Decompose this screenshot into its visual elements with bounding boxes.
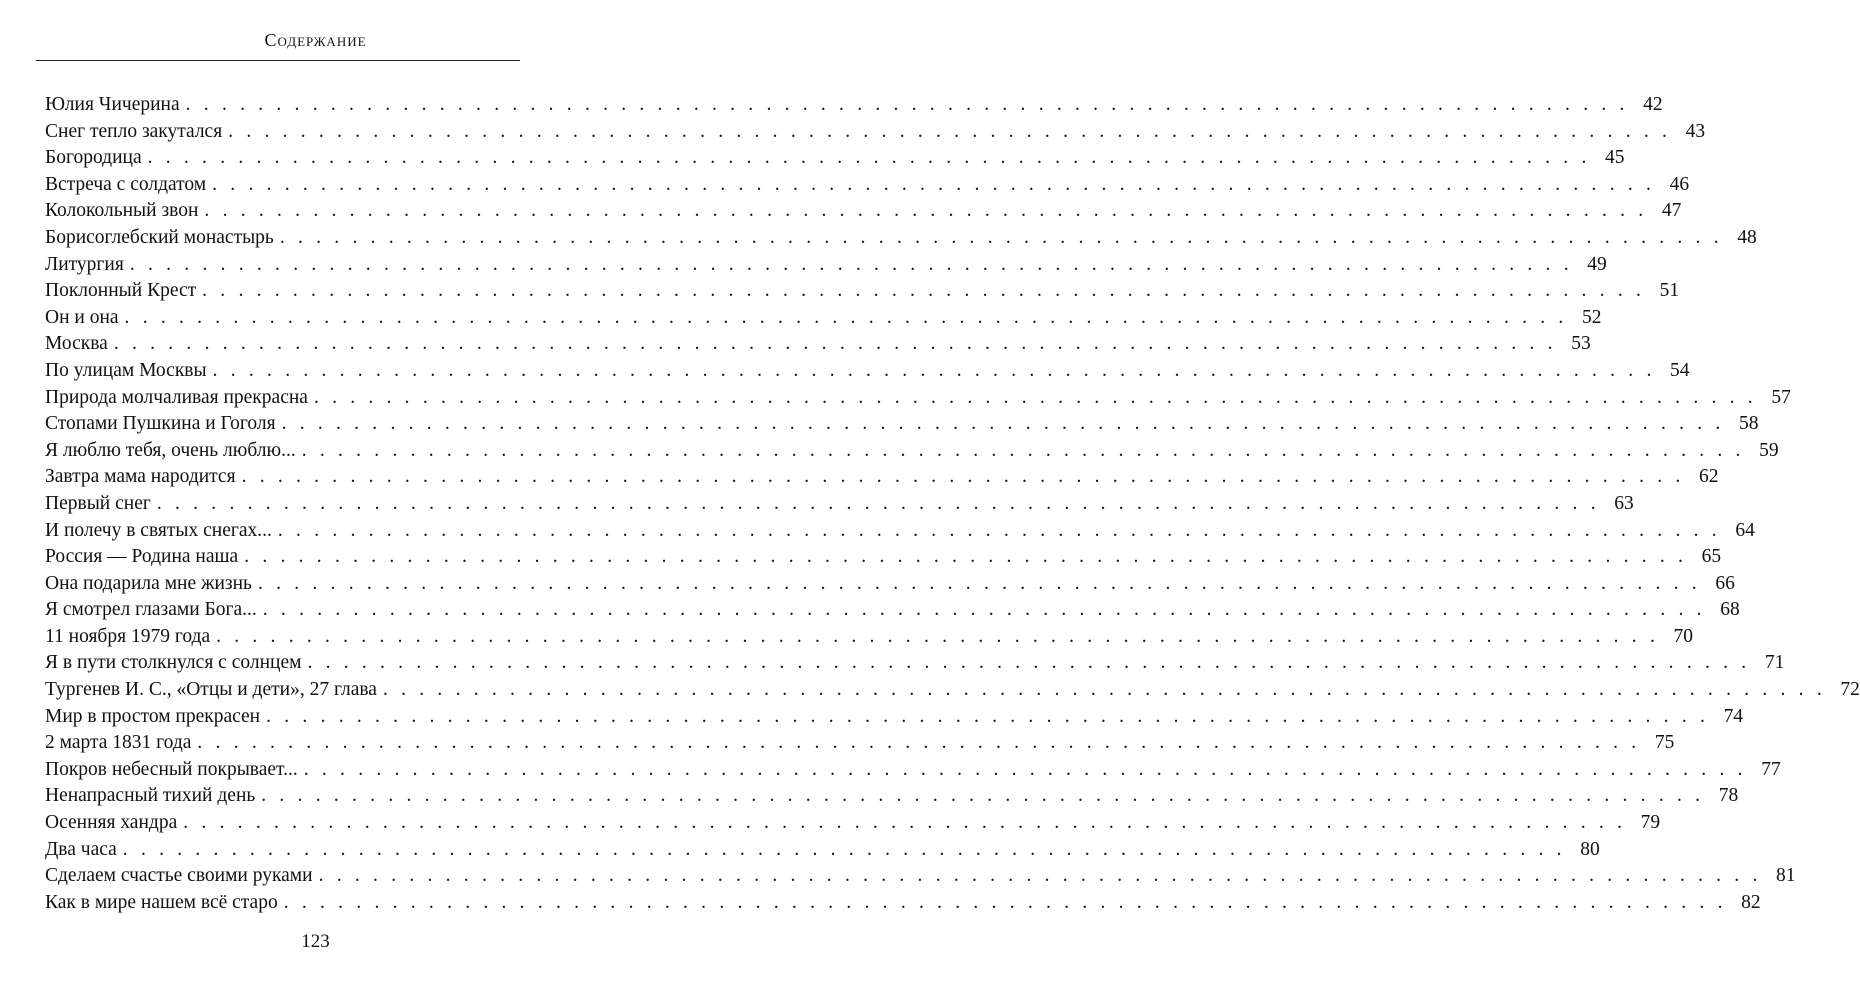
header-rule (36, 60, 520, 61)
toc-entry (45, 652, 1785, 679)
toc-dot-leader: . . . . . . . . . . . . . . . . . . . . . . . . . . . . . . . . . . . . . . . . . . . . . . . . . . . . . . . . . . . . . . . . . . . . . . . . . . . . . . . . (122, 838, 1566, 860)
toc-entry-title: Стопами Пушкина и Гоголя (45, 413, 276, 435)
toc-dot-leader: . . . . . . . . . . . . . . . . . . . . . . . . . . . . . . . . . . . . . . . . . . . . . . . . . . . . . . . . . . . . . . . . . . . . . . . . . . . . . . . . (307, 652, 1751, 674)
toc-dot-leader: . . . . . . . . . . . . . . . . . . . . . . . . . . . . . . . . . . . . . . . . . . . . . . . . . . . . . . . . . . . . . . . . . . . . . . . . . . . . . . . . (183, 812, 1627, 834)
toc-entry-title: Колокольный звон (45, 200, 199, 222)
toc-entry (45, 812, 1661, 839)
toc-dot-leader: . . . . . . . . . . . . . . . . . . . . . . . . . . . . . . . . . . . . . . . . . . . . . . . . . . . . . . . . . . . . . . . . . . . . . . . . . . . . . . . . (197, 732, 1641, 754)
toc-entry-title: Мир в простом прекрасен (45, 705, 261, 727)
toc-entry-title: Я смотрел глазами Бога... (45, 599, 257, 621)
toc-dot-leader: . . . . . . . . . . . . . . . . . . . . . . . . . . . . . . . . . . . . . . . . . . . . . . . . . . . . . . . . . . . . . . . . . . . . . . . . . . . . . . . . (281, 413, 1725, 435)
toc-entry (45, 732, 1675, 759)
toc-entry (45, 94, 1663, 121)
toc-dot-leader: . . . . . . . . . . . . . . . . . . . . . . . . . . . . . . . . . . . . . . . . . . . . . . . . . . . . . . . . . . . . . . . . . . . . . . . . . . . . . . . . (241, 466, 1685, 488)
toc-entry-page: 57 (1771, 386, 1791, 408)
toc-dot-leader: . . . . . . . . . . . . . . . . . . . . . . . . . . . . . . . . . . . . . . . . . . . . . . . . . . . . . . . . . . . . . . . . . . . . . . . . . . . . . . . . (257, 572, 1701, 594)
toc-entry-title: Москва (45, 333, 108, 355)
toc-entry-page: 58 (1739, 413, 1759, 435)
toc-entry-title: Литургия (45, 253, 124, 275)
toc-entry-page: 80 (1580, 838, 1600, 860)
toc-entry-page: 70 (1673, 625, 1694, 647)
toc-entry-title: Я в пути столкнулся с солнцем (45, 652, 302, 674)
table-of-contents (45, 94, 1860, 918)
toc-entry (45, 785, 1739, 812)
toc-entry-title: Я люблю тебя, очень люблю... (45, 439, 296, 461)
toc-entry (45, 705, 1744, 733)
toc-entry (45, 492, 1634, 520)
toc-entry (45, 439, 1779, 467)
toc-dot-leader: . . . . . . . . . . . . . . . . . . . . . . . . . . . . . . . . . . . . . . . . . . . . . . . . . . . . . . . . . . . . . . . . . . . . . . . . . . . . . . . . (382, 679, 1826, 701)
toc-entry (45, 280, 1680, 307)
toc-entry-page: 64 (1735, 519, 1755, 541)
page-number: 123 (301, 931, 330, 952)
toc-entry-page: 48 (1737, 226, 1757, 248)
toc-dot-leader: . . . . . . . . . . . . . . . . . . . . . . . . . . . . . . . . . . . . . . . . . . . . . . . . . . . . . . . . . . . . . . . . . . . . . . . . . . . . . . . . (301, 439, 1745, 461)
toc-dot-leader: . . . . . . . . . . . . . . . . . . . . . . . . . . . . . . . . . . . . . . . . . . . . . . . . . . . . . . . . . . . . . . . . . . . . . . . . . . . . . . . . (262, 599, 1706, 621)
toc-entry-title: По улицам Москвы (45, 359, 207, 381)
toc-entry-page: 77 (1761, 758, 1781, 780)
toc-dot-leader: . . . . . . . . . . . . . . . . . . . . . . . . . . . . . . . . . . . . . . . . . . . . . . . . . . . . . . . . . . . . . . . . . . . . . . . . . . . . . . . . (261, 785, 1705, 807)
toc-entry (45, 838, 1600, 866)
toc-entry-page: 72 (1840, 679, 1860, 701)
toc-dot-leader: . . . . . . . . . . . . . . . . . . . . . . . . . . . . . . . . . . . . . . . . . . . . . . . . . . . . . . . . . . . . . . . . . . . . . . . . . . . . . . . . (318, 865, 1762, 887)
toc-entry (45, 386, 1791, 414)
toc-entry-title: Россия — Родина наша (45, 546, 239, 568)
toc-entry-title: Осенняя хандра (45, 812, 178, 834)
toc-entry-title: Как в мире нашем всё старо (45, 891, 278, 913)
toc-dot-leader: . . . . . . . . . . . . . . . . . . . . . . . . . . . . . . . . . . . . . . . . . . . . . . . . . . . . . . . . . . . . . . . . . . . . . . . . . . . . . . . . (156, 492, 1600, 514)
toc-entry-page: 66 (1715, 572, 1735, 594)
toc-entry (45, 200, 1682, 227)
toc-entry (45, 546, 1722, 573)
toc-entry-title: Два часа (45, 838, 117, 860)
toc-entry-page: 54 (1670, 359, 1690, 381)
toc-entry-title: Поклонный Крест (45, 280, 197, 302)
toc-entry (45, 599, 1740, 626)
toc-entry-page: 81 (1776, 865, 1796, 887)
toc-dot-leader: . . . . . . . . . . . . . . . . . . . . . . . . . . . . . . . . . . . . . . . . . . . . . . . . . . . . . . . . . . . . . . . . . . . . . . . . . . . . . . . . (266, 705, 1710, 727)
toc-entry-title: Ненапрасный тихий день (45, 785, 256, 807)
toc-entry-page: 78 (1718, 785, 1739, 807)
toc-entry-page: 79 (1640, 812, 1661, 834)
toc-entry-title: 11 ноября 1979 года (45, 625, 211, 647)
page-title: Содержание (264, 30, 367, 50)
toc-entry-title: Первый снег (45, 492, 151, 514)
toc-entry (45, 891, 1761, 919)
toc-entry-title: Снег тепло закутался (45, 120, 223, 142)
toc-dot-leader: . . . . . . . . . . . . . . . . . . . . . . . . . . . . . . . . . . . . . . . . . . . . . . . . . . . . . . . . . . . . . . . . . . . . . . . . . . . . . . . . (279, 226, 1723, 248)
toc-dot-leader: . . . . . . . . . . . . . . . . . . . . . . . . . . . . . . . . . . . . . . . . . . . . . . . . . . . . . . . . . . . . . . . . . . . . . . . . . . . . . . . . (124, 306, 1568, 328)
toc-entry (45, 306, 1602, 334)
toc-entry-page: 51 (1659, 280, 1680, 302)
toc-dot-leader: . . . . . . . . . . . . . . . . . . . . . . . . . . . . . . . . . . . . . . . . . . . . . . . . . . . . . . . . . . . . . . . . . . . . . . . . . . . . . . . . (244, 546, 1688, 568)
toc-entry-title: Борисоглебский монастырь (45, 226, 274, 248)
toc-dot-leader: . . . . . . . . . . . . . . . . . . . . . . . . . . . . . . . . . . . . . . . . . . . . . . . . . . . . . . . . . . . . . . . . . . . . . . . . . . . . . . . . (277, 519, 1721, 541)
toc-entry (45, 758, 1781, 786)
toc-dot-leader: . . . . . . . . . . . . . . . . . . . . . . . . . . . . . . . . . . . . . . . . . . . . . . . . . . . . . . . . . . . . . . . . . . . . . . . . . . . . . . . . (147, 147, 1591, 169)
toc-entry-title: Покров небесный покрывает... (45, 758, 298, 780)
toc-entry-page: 62 (1699, 466, 1719, 488)
toc-dot-leader: . . . . . . . . . . . . . . . . . . . . . . . . . . . . . . . . . . . . . . . . . . . . . . . . . . . . . . . . . . . . . . . . . . . . . . . . . . . . . . . . (228, 120, 1672, 142)
toc-entry-page: 47 (1661, 200, 1682, 222)
toc-entry-page: 74 (1723, 705, 1744, 727)
toc-entry-page: 52 (1581, 306, 1602, 328)
toc-entry (45, 519, 1755, 547)
toc-entry-page: 65 (1701, 546, 1722, 568)
toc-entry-title: Тургенев И. С., «Отцы и дети», 27 глава (45, 679, 377, 701)
toc-entry-page: 42 (1643, 94, 1663, 115)
toc-entry-title: Юлия Чичерина (45, 94, 180, 115)
toc-dot-leader: . . . . . . . . . . . . . . . . . . . . . . . . . . . . . . . . . . . . . . . . . . . . . . . . . . . . . . . . . . . . . . . . . . . . . . . . . . . . . . . . (303, 758, 1747, 780)
toc-entry-page: 68 (1720, 599, 1740, 621)
toc-entry (45, 625, 1694, 653)
toc-entry-page: 71 (1764, 652, 1785, 674)
toc-entry (45, 226, 1757, 254)
toc-entry (45, 253, 1607, 281)
toc-entry-title: Сделаем счастье своими руками (45, 865, 313, 887)
toc-dot-leader: . . . . . . . . . . . . . . . . . . . . . . . . . . . . . . . . . . . . . . . . . . . . . . . . . . . . . . . . . . . . . . . . . . . . . . . . . . . . . . . . (283, 891, 1727, 913)
toc-entry-title: Он и она (45, 306, 119, 328)
toc-entry-page: 43 (1685, 120, 1706, 142)
toc-entry-page: 46 (1669, 173, 1690, 195)
toc-dot-leader: . . . . . . . . . . . . . . . . . . . . . . . . . . . . . . . . . . . . . . . . . . . . . . . . . . . . . . . . . . . . . . . . . . . . . . . . . . . . . . . . (212, 173, 1656, 195)
toc-entry-title: Завтра мама народится (45, 466, 236, 488)
toc-entry (45, 413, 1759, 440)
toc-entry-page: 75 (1654, 732, 1675, 754)
toc-entry-title: Встреча с солдатом (45, 173, 207, 195)
toc-entry (45, 466, 1719, 493)
toc-dot-leader: . . . . . . . . . . . . . . . . . . . . . . . . . . . . . . . . . . . . . . . . . . . . . . . . . . . . . . . . . . . . . . . . . . . . . . . . . . . . . . . . (204, 200, 1648, 222)
toc-entry (45, 333, 1591, 360)
toc-entry-title: Богородица (45, 147, 142, 169)
toc-entry-page: 82 (1741, 891, 1761, 913)
toc-dot-leader: . . . . . . . . . . . . . . . . . . . . . . . . . . . . . . . . . . . . . . . . . . . . . . . . . . . . . . . . . . . . . . . . . . . . . . . . . . . . . . . . (313, 386, 1757, 408)
toc-dot-leader: . . . . . . . . . . . . . . . . . . . . . . . . . . . . . . . . . . . . . . . . . . . . . . . . . . . . . . . . . . . . . . . . . . . . . . . . . . . . . . . . (202, 280, 1646, 302)
toc-entry-title: Она подарила мне жизнь (45, 572, 252, 594)
toc-entry-page: 49 (1587, 253, 1607, 275)
toc-entry (45, 359, 1690, 387)
toc-entry-page: 45 (1605, 147, 1625, 169)
toc-entry-title: 2 марта 1831 года (45, 732, 192, 754)
toc-entry-title: И полечу в святых снегах... (45, 519, 272, 541)
toc-entry (45, 173, 1690, 201)
toc-dot-leader: . . . . . . . . . . . . . . . . . . . . . . . . . . . . . . . . . . . . . . . . . . . . . . . . . . . . . . . . . . . . . . . . . . . . . . . . . . . . . . . . (113, 333, 1557, 355)
toc-entry-page: 59 (1759, 439, 1779, 461)
toc-entry-page: 63 (1614, 492, 1634, 514)
toc-entry (45, 572, 1735, 600)
toc-entry (45, 147, 1625, 174)
toc-entry-page: 53 (1571, 333, 1591, 355)
toc-entry (45, 120, 1706, 148)
toc-dot-leader: . . . . . . . . . . . . . . . . . . . . . . . . . . . . . . . . . . . . . . . . . . . . . . . . . . . . . . . . . . . . . . . . . . . . . . . . . . . . . . . . (216, 625, 1660, 647)
toc-dot-leader: . . . . . . . . . . . . . . . . . . . . . . . . . . . . . . . . . . . . . . . . . . . . . . . . . . . . . . . . . . . . . . . . . . . . . . . . . . . . . . . . (185, 94, 1629, 115)
toc-entry (45, 865, 1796, 892)
toc-dot-leader: . . . . . . . . . . . . . . . . . . . . . . . . . . . . . . . . . . . . . . . . . . . . . . . . . . . . . . . . . . . . . . . . . . . . . . . . . . . . . . . . (129, 253, 1573, 275)
toc-entry (45, 679, 1860, 706)
toc-dot-leader: . . . . . . . . . . . . . . . . . . . . . . . . . . . . . . . . . . . . . . . . . . . . . . . . . . . . . . . . . . . . . . . . . . . . . . . . . . . . . . . . (212, 359, 1656, 381)
toc-entry-title: Природа молчаливая прекрасна (45, 386, 308, 408)
